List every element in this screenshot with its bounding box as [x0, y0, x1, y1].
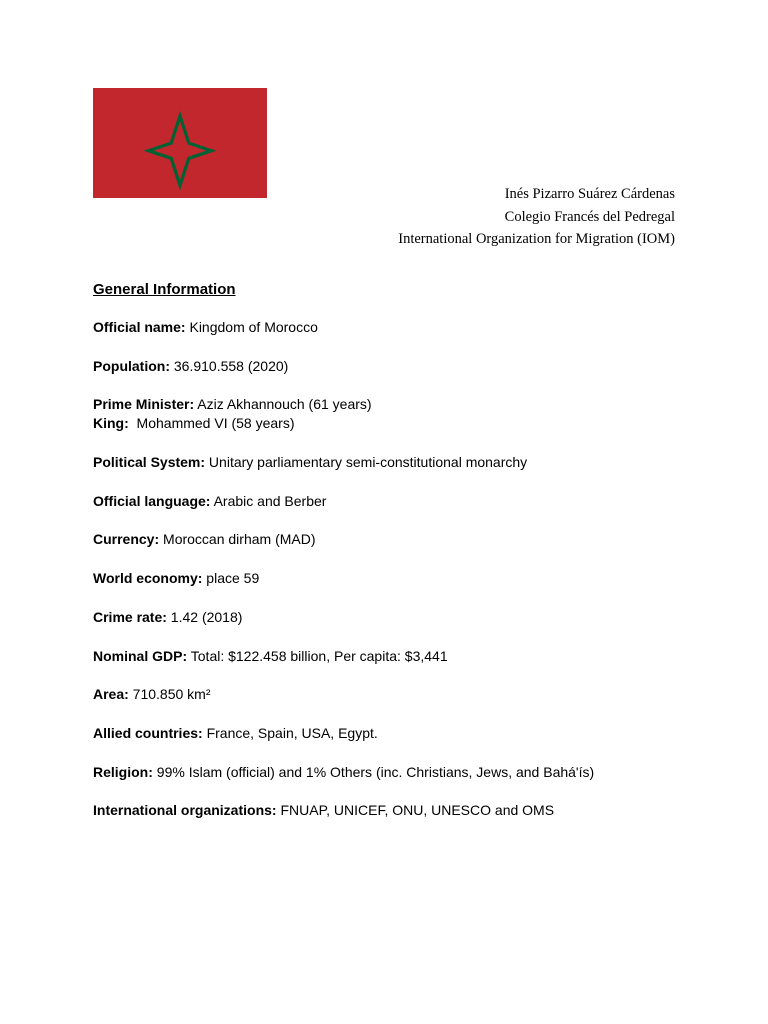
- field-value: place 59: [202, 570, 260, 587]
- field-prime-minister: [93, 395, 713, 414]
- committee-name: International Organization for Migration (IOM): [398, 231, 675, 247]
- author-name: Inés Pizarro Suárez Cárdenas: [504, 186, 675, 202]
- field-value: Total: $122.458 billion, Per capita: $3,441: [187, 647, 448, 664]
- field-value: Arabic and Berber: [210, 492, 327, 509]
- field-king: [93, 414, 713, 433]
- field-value: France, Spain, USA, Egypt.: [202, 724, 378, 741]
- field-allied-countries: [93, 724, 713, 743]
- field-label: Religion:: [93, 763, 153, 780]
- field-label: King:: [93, 415, 129, 432]
- field-value: Aziz Akhannouch (61 years): [194, 396, 372, 413]
- field-label: Political System:: [93, 454, 206, 471]
- field-political-system: [93, 453, 713, 472]
- field-currency: [93, 530, 713, 549]
- field-label: Nominal GDP:: [93, 647, 188, 664]
- field-value: 1.42 (2018): [166, 608, 243, 625]
- field-label: World economy:: [93, 570, 203, 587]
- field-crime-rate: [93, 608, 713, 627]
- field-religion: [93, 763, 713, 782]
- field-population: [93, 357, 713, 376]
- field-label: Allied countries:: [93, 724, 203, 741]
- field-official-name: [93, 318, 713, 337]
- field-value: FNUAP, UNICEF, ONU, UNESCO and OMS: [276, 802, 555, 819]
- field-area: [93, 685, 713, 704]
- field-value: Unitary parliamentary semi-constitutional monarchy: [205, 454, 528, 471]
- document-header: [398, 183, 675, 251]
- field-label: Prime Minister:: [93, 396, 195, 413]
- field-label: Population:: [93, 357, 170, 374]
- field-international-organizations: [93, 801, 713, 820]
- field-value: Moroccan dirham (MAD): [159, 531, 316, 548]
- morocco-flag-icon: [93, 88, 267, 198]
- field-label: Official language:: [93, 492, 211, 509]
- section-title: General Information: [93, 281, 236, 298]
- field-value: 710.850 km²: [128, 686, 211, 703]
- field-value: Mohammed VI (58 years): [128, 415, 295, 432]
- field-label: Area:: [93, 686, 129, 703]
- field-label: Currency:: [93, 531, 160, 548]
- field-world-economy: [93, 569, 713, 588]
- field-value: Kingdom of Morocco: [185, 319, 318, 335]
- field-official-language: [93, 492, 713, 511]
- field-nominal-gdp: [93, 647, 713, 666]
- school-name: Colegio Francés del Pedregal: [504, 208, 675, 225]
- field-label: International organizations:: [93, 802, 277, 819]
- flag-graphic: [93, 88, 267, 198]
- field-value: 36.910.558 (2020): [170, 357, 289, 374]
- field-label: Official name:: [93, 319, 186, 335]
- field-label: Crime rate:: [93, 608, 167, 625]
- field-value: 99% Islam (official) and 1% Others (inc. Christians, Jews, and Bahá'ís): [152, 763, 595, 780]
- general-information-section: [93, 279, 713, 840]
